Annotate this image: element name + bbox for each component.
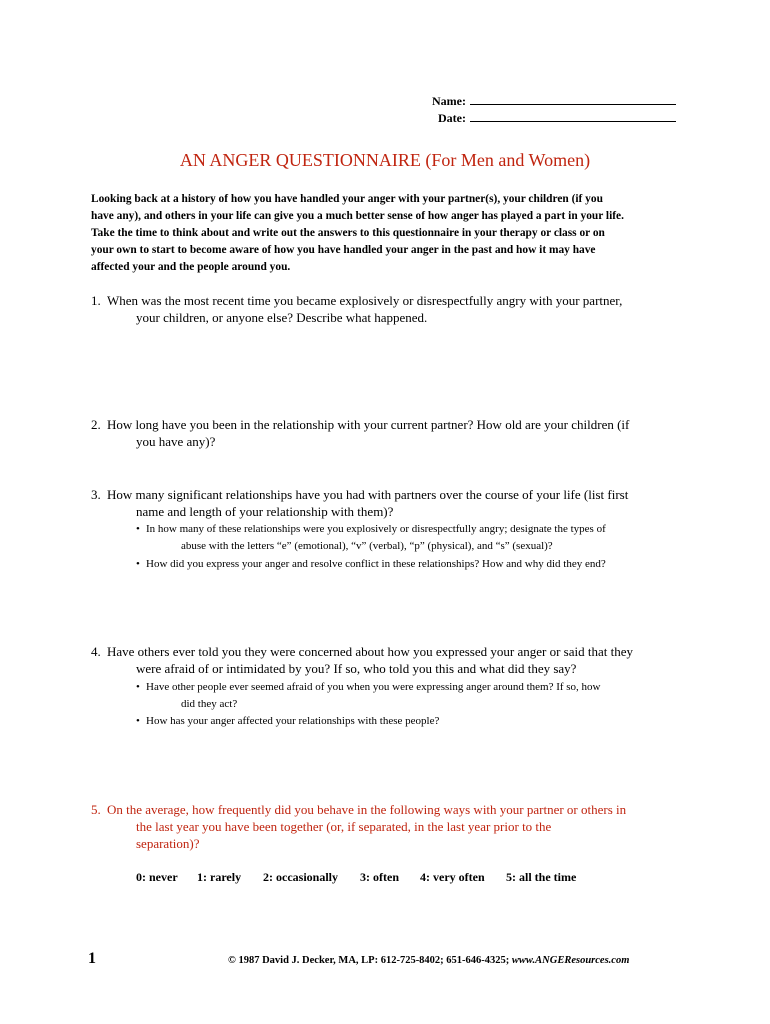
question-text: the last year you have been together (or, if separated, in the last year prior to the (136, 819, 552, 834)
bullet-text: How has your anger affected your relationships with these people? (146, 715, 440, 727)
scale-option-0: 0: never (136, 870, 178, 884)
question-text: name and length of your relationship with them)? (136, 504, 394, 519)
date-field[interactable] (432, 111, 676, 126)
date-line[interactable] (470, 111, 676, 122)
name-line[interactable] (470, 94, 676, 105)
bullet-icon: • (136, 523, 140, 535)
question-4-bullet-2 (136, 713, 696, 731)
question-4-bullet-1 (136, 679, 696, 715)
question-2 (91, 416, 691, 456)
question-3 (91, 486, 691, 526)
question-5 (91, 801, 691, 857)
intro-line: your own to start to become aware of how you have handled your anger in the past and how it may have (91, 244, 596, 256)
question-text: your children, or anyone else? Describe what happened. (136, 310, 428, 325)
bullet-text: How did you express your anger and resolve conflict in these relationships? How and why did they end? (146, 558, 606, 570)
question-1 (91, 292, 691, 332)
scale-option-3: 3: often (360, 870, 399, 884)
page-title: AN ANGER QUESTIONNAIRE (For Men and Women) (179, 150, 591, 170)
intro-line: affected your and the people around you. (91, 261, 291, 273)
question-number: 5. (91, 802, 101, 817)
scale-option-5: 5: all the time (506, 870, 577, 884)
bullet-text: Have other people ever seemed afraid of you when you were expressing anger around them? If so, how (146, 681, 601, 693)
question-text: When was the most recent time you became explosively or disrespectfully angry with your partner, (107, 293, 623, 308)
bullet-icon: • (136, 681, 140, 693)
question-text: separation)? (136, 836, 200, 851)
name-field[interactable] (432, 94, 676, 109)
date-label: Date: (438, 111, 466, 125)
scale-option-1: 1: rarely (197, 870, 242, 884)
question-3-bullet-2 (136, 556, 696, 574)
bullet-icon: • (136, 715, 140, 727)
page-number: 1 (88, 950, 96, 967)
question-number: 3. (91, 487, 101, 502)
name-label: Name: (432, 94, 466, 108)
question-text: On the average, how frequently did you behave in the following ways with your partner or others in (107, 802, 627, 817)
question-number: 4. (91, 644, 101, 659)
question-text: How long have you been in the relationship with your current partner? How old are your children (if (107, 417, 630, 432)
question-number: 2. (91, 417, 101, 432)
bullet-text: abuse with the letters “e” (emotional), “v” (verbal), “p” (physical), and “s” (sexual)? (181, 540, 553, 552)
question-text: you have any)? (136, 434, 216, 449)
scale-option-4: 4: very often (420, 870, 485, 884)
bullet-text: In how many of these relationships were you explosively or disrespectfully angry; designate the types of (146, 523, 606, 535)
intro-line: Looking back at a history of how you have handled your anger with your partner(s), your children (if you (91, 193, 603, 205)
intro-paragraph (91, 191, 691, 276)
copyright-notice (228, 955, 629, 966)
bullet-text: did they act? (181, 698, 238, 710)
bullet-icon: • (136, 558, 140, 570)
question-3-bullet-1 (136, 521, 696, 557)
question-4 (91, 643, 691, 683)
question-number: 1. (91, 293, 101, 308)
scale-option-2: 2: occasionally (263, 870, 338, 884)
copyright-text: © 1987 David J. Decker, MA, LP: 612-725-8402; 651-646-4325; (228, 955, 510, 966)
question-text: How many significant relationships have you had with partners over the course of your life (list first (107, 487, 629, 502)
intro-line: Take the time to think about and write out the answers to this questionnaire in your therapy or class or on (91, 227, 605, 239)
question-text: Have others ever told you they were concerned about how you expressed your anger or said that they (107, 644, 633, 659)
intro-line: have any), and others in your life can give you a much better sense of how anger has played a part in your life. (91, 210, 624, 222)
website-link[interactable]: www.ANGEResources.com (511, 955, 630, 966)
question-text: were afraid of or intimidated by you? If so, who told you this and what did they say? (136, 661, 577, 676)
